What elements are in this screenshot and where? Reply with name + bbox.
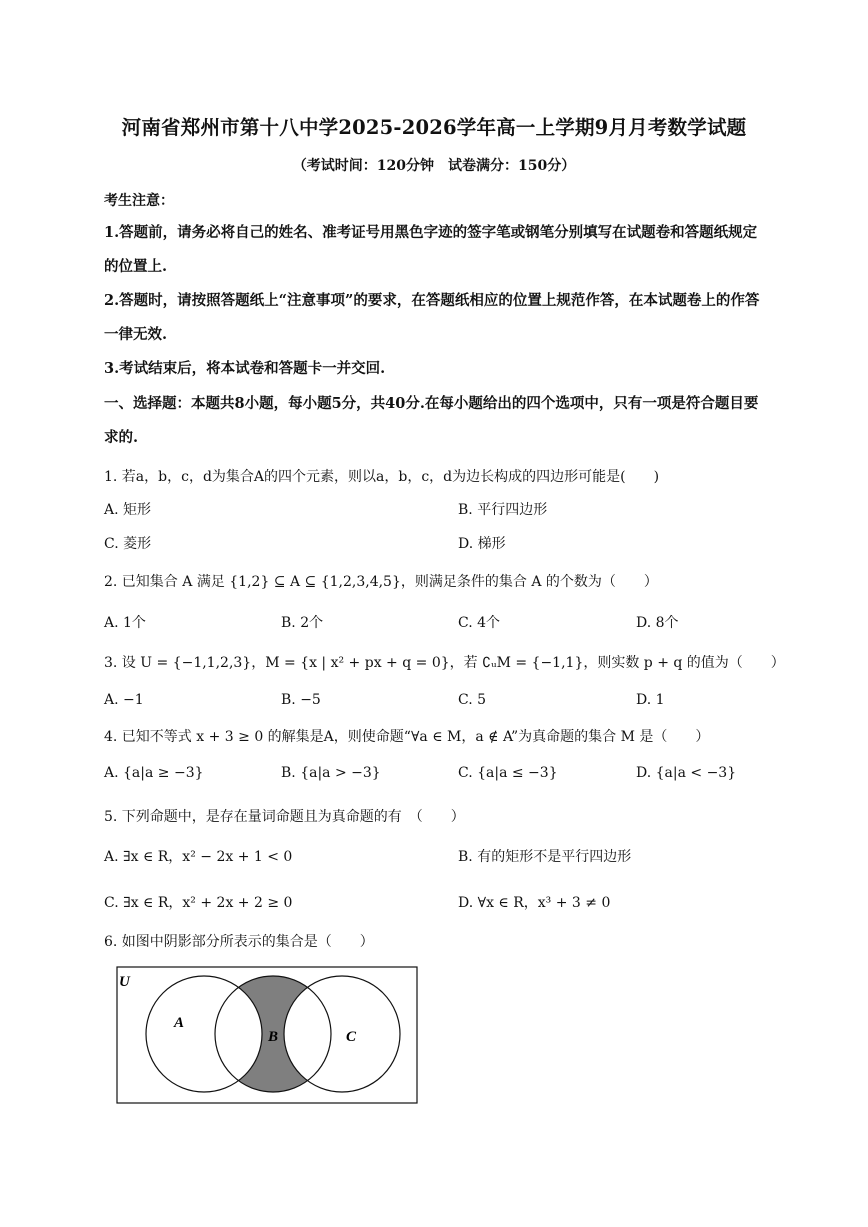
q2-option-c: C. 4个 [458,615,501,631]
notice-item-2: 2.答题时，请按照答题纸上“注意事项”的要求，在答题纸相应的位置上规范作答，在本试题卷上的作答一律无效. [104,292,760,343]
q5-option-b: B. 有的矩形不是平行四边形 [458,849,632,865]
q3-option-a: A. −1 [104,692,144,708]
q4-option-d: D. {a|a < −3} [636,765,737,781]
q5-option-d: D. ∀x ∈ R，x³ + 3 ≠ 0 [458,895,611,911]
q4-option-a: A. {a|a ≥ −3} [104,765,204,781]
section-heading: 一、选择题：本题共8小题，每小题5分，共40分.在每小题给出的四个选项中，只有一项是符合题目要求的. [104,395,759,446]
q1-option-c: C. 菱形 [104,536,152,552]
q3-option-b: B. −5 [281,692,321,708]
universe-label: U [119,974,130,990]
q2-option-d: D. 8个 [636,615,679,631]
q2-option-a: A. 1个 [104,615,146,631]
question-4: 4. 已知不等式 x + 3 ≥ 0 的解集是A，则使命题“∀a ∈ M，a ∉ A”为真命题的集合 M 是（ ） [104,729,710,745]
set-b-label: B [268,1029,279,1045]
exam-title: 河南省郑州市第十八中学2025-2026学年高一上学期9月月考数学试题 [121,116,747,139]
set-a-label: A [174,1015,185,1031]
q1-option-d: D. 梯形 [458,536,506,552]
question-5: 5. 下列命题中，是存在量词命题且为真命题的有 （ ） [104,809,465,825]
q4-option-b: B. {a|a > −3} [281,765,381,781]
notice-heading: 考生注意： [104,193,174,209]
question-2: 2. 已知集合 A 满足 {1,2} ⊆ A ⊆ {1,2,3,4,5}，则满足条件的集合 A 的个数为（ ） [104,574,658,590]
question-3: 3. 设 U = {−1,1,2,3}，M = {x | x² + px + q = 0}，若 ∁ᵤM = {−1,1}，则实数 p + q 的值为（ ） [104,655,785,671]
q4-option-c: C. {a|a ≤ −3} [458,765,558,781]
q1-option-b: B. 平行四边形 [458,502,548,518]
question-1: 1. 若a，b，c，d为集合A的四个元素，则以a，b，c，d为边长构成的四边形可能是( ) [104,469,660,485]
notice-item-3: 3.考试结束后，将本试卷和答题卡一并交回. [104,360,386,377]
q2-option-b: B. 2个 [281,615,324,631]
q5-option-a: A. ∃x ∈ R，x² − 2x + 1 < 0 [104,849,293,865]
venn-diagram [116,966,420,1106]
notice-item-1: 1.答题前，请务必将自己的姓名、准考证号用黑色字迹的签字笔或钢笔分别填写在试题卷和答题纸规定的位置上. [104,224,758,275]
set-c-label: C [346,1029,357,1045]
q1-option-a: A. 矩形 [104,502,152,518]
q5-option-c: C. ∃x ∈ R，x² + 2x + 2 ≥ 0 [104,895,293,911]
exam-subtitle: （考试时间：120分钟 试卷满分：150分） [292,158,576,174]
q3-option-d: D. 1 [636,692,665,708]
q3-option-c: C. 5 [458,692,487,708]
question-6: 6. 如图中阴影部分所表示的集合是（ ） [104,934,374,950]
